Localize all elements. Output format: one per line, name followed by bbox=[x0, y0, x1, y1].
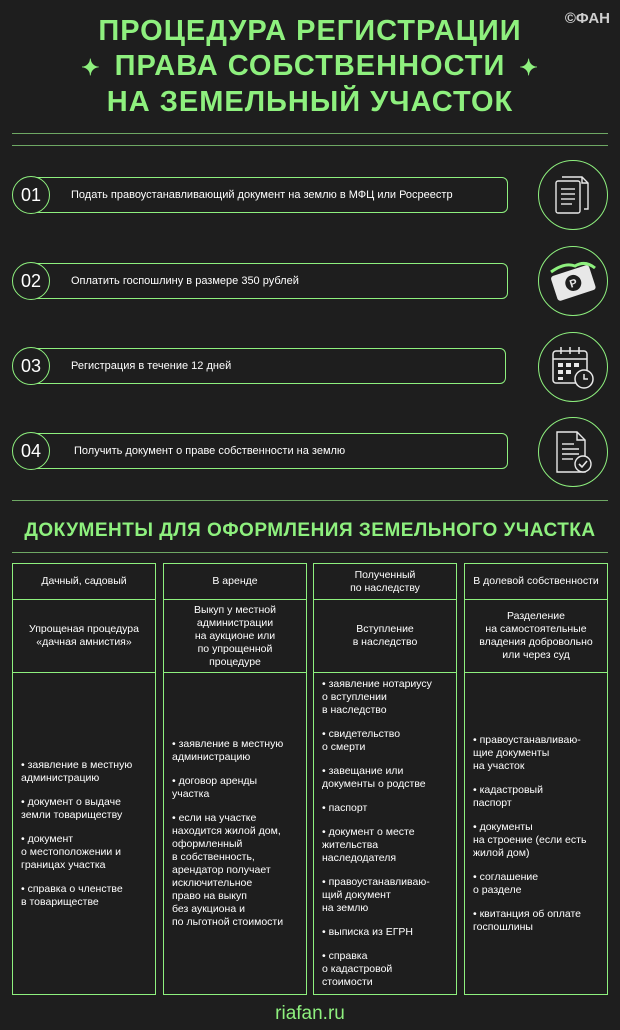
docs-section-title: ДОКУМЕНТЫ ДЛЯ ОФОРМЛЕНИЯ ЗЕМЕЛЬНОГО УЧАСТКА bbox=[24, 520, 596, 541]
column-3-item: • документ о месте жительства наследодателя bbox=[322, 826, 415, 864]
step-1-text: Подать правоустанавливающий документ на землю в МФЦ или Росреестр bbox=[71, 189, 453, 201]
column-3-header: Полученный по наследству bbox=[313, 563, 457, 600]
column-1-header: Дачный, садовый bbox=[12, 563, 156, 600]
column-2-item: • договор аренды участка bbox=[172, 775, 258, 800]
step-2-box bbox=[30, 263, 508, 299]
step-1-number: 01 bbox=[12, 176, 50, 214]
title-line-3: НА ЗЕМЕЛЬНЫЙ УЧАСТОК bbox=[106, 86, 514, 118]
divider-middle bbox=[12, 500, 608, 501]
column-2-body bbox=[163, 673, 307, 995]
column-4-header: В долевой собственности bbox=[464, 563, 608, 600]
calendar-clock-icon bbox=[538, 332, 608, 402]
title-line-1: ПРОЦЕДУРА РЕГИСТРАЦИИ bbox=[98, 15, 522, 47]
column-3-item: • завещание или документы о родстве bbox=[322, 765, 426, 790]
column-3-item: • правоустанавливаю- щий документ на землю bbox=[322, 876, 430, 914]
column-1-item: • документ о местоположении и границах участка bbox=[21, 832, 122, 871]
column-4-item: • кадастровый паспорт bbox=[473, 783, 543, 809]
step-4-number: 04 bbox=[12, 432, 50, 470]
footer-source: riafan.ru bbox=[275, 1003, 345, 1024]
column-3-item: • заявление нотариусу о вступлении в наследство bbox=[322, 678, 432, 716]
ruble-money-icon bbox=[538, 246, 608, 316]
column-2-subheader: Выкуп у местной администрации на аукционе или по упрощенной процедуре bbox=[163, 600, 307, 673]
column-2-item: • если на участке находится жилой дом, оформленный в собственность, арендатор получает исключительное право на выкуп без аукциона и по льготной стоимости bbox=[172, 812, 284, 928]
step-2-number: 02 bbox=[12, 262, 50, 300]
logo: ©ФАН bbox=[564, 10, 610, 27]
svg-text:Р: Р bbox=[568, 277, 579, 291]
title-line-2: ✦ ПРАВА СОБСТВЕННОСТИ ✦ bbox=[81, 50, 539, 82]
page-title bbox=[0, 14, 620, 120]
step-3-number: 03 bbox=[12, 347, 50, 385]
step-3-box bbox=[30, 348, 506, 384]
divider-middle-2 bbox=[12, 552, 608, 553]
column-1-subheader: Упрощеная процедура «дачная амнистия» bbox=[12, 600, 156, 673]
sparkle-right-icon: ✦ bbox=[519, 55, 539, 80]
column-4-subheader: Разделение на самостоятельные владения добровольно или через суд bbox=[464, 600, 608, 673]
column-3-item: • выписка из ЕГРН bbox=[322, 926, 413, 938]
column-3-item: • справка о кадастровой стоимости bbox=[322, 950, 393, 988]
column-3-body bbox=[313, 673, 457, 995]
column-3-item: • паспорт bbox=[322, 802, 368, 814]
column-1-item: • заявление в местную администрацию bbox=[21, 758, 133, 784]
column-2-item: • заявление в местную администрацию bbox=[172, 738, 284, 763]
step-4-box bbox=[30, 433, 508, 469]
column-1-item: • справка о членстве в товариществе bbox=[21, 882, 123, 908]
divider-top-2 bbox=[12, 145, 608, 146]
sparkle-left-icon: ✦ bbox=[81, 55, 101, 80]
document-check-icon bbox=[538, 417, 608, 487]
step-3-text: Регистрация в течение 12 дней bbox=[71, 360, 232, 372]
step-2-text: Оплатить госпошлину в размере 350 рублей bbox=[71, 275, 299, 287]
divider-top bbox=[12, 133, 608, 134]
column-4-item: • соглашение о разделе bbox=[473, 870, 539, 896]
documents-icon bbox=[538, 160, 608, 230]
column-1-body bbox=[12, 673, 156, 995]
column-1-item: • документ о выдаче земли товариществу bbox=[21, 795, 123, 821]
column-4-body bbox=[464, 673, 608, 995]
column-4-item: • документы на строение (если есть жилой дом) bbox=[473, 820, 587, 859]
column-4-item: • правоустанавливаю- щие документы на участок bbox=[473, 733, 581, 772]
column-2-header: В аренде bbox=[163, 563, 307, 600]
column-3-subheader: Вступление в наследство bbox=[313, 600, 457, 673]
column-3-item: • свидетельство о смерти bbox=[322, 728, 401, 753]
step-1-box bbox=[30, 177, 508, 213]
step-4-text: Получить документ о праве собственности на землю bbox=[74, 445, 346, 457]
column-4-item: • квитанция об оплате госпошлины bbox=[473, 907, 582, 933]
